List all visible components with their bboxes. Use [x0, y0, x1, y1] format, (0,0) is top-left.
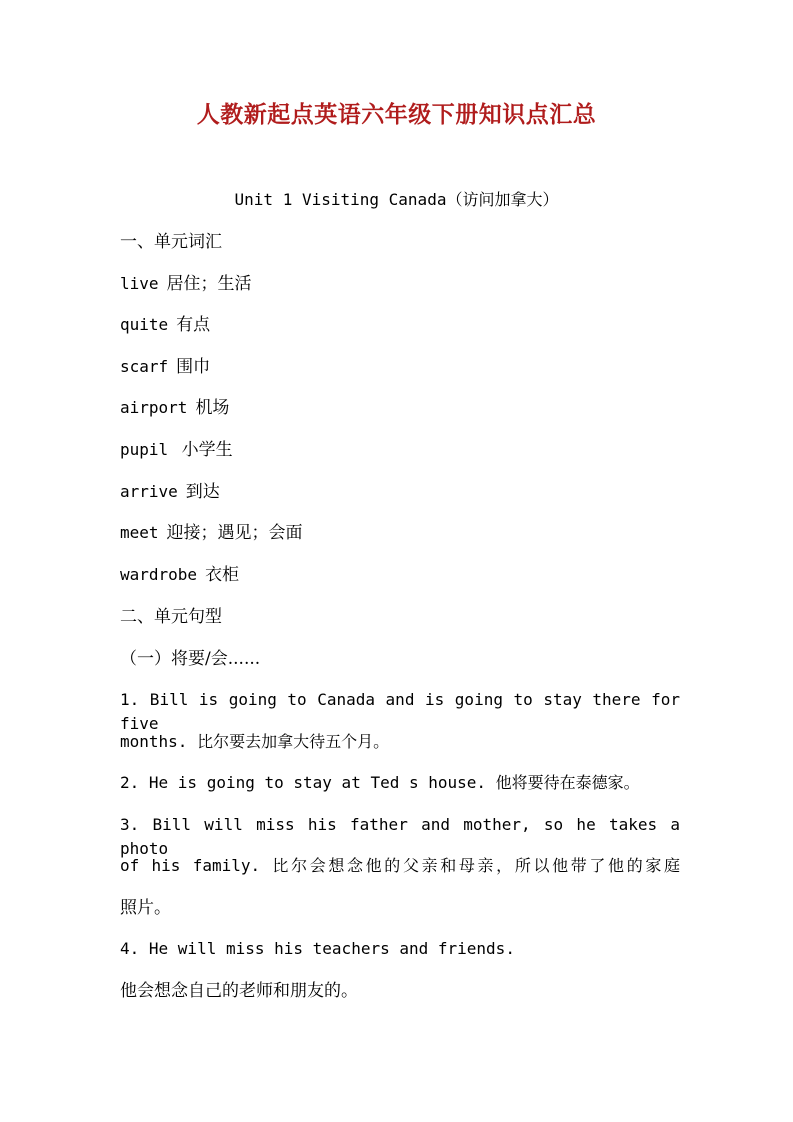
- vocab-meaning: 到达: [185, 482, 220, 502]
- sentence-line: 2. He is going to stay at Ted s house. 他将要待在泰德家。: [120, 773, 640, 792]
- vocab-item: [120, 396, 680, 420]
- sentence-line: of his family. 比尔会想念他的父亲和母亲，所以他带了他的家庭: [120, 856, 680, 875]
- sentence-line: months. 比尔要去加拿大待五个月。: [120, 732, 390, 751]
- sentence-line: 1. Bill is going to Canada and is going to stay there for five: [120, 690, 680, 733]
- vocab-item: [120, 438, 680, 462]
- sentence-line: 照片。: [120, 898, 171, 918]
- vocab-word: live: [120, 274, 159, 293]
- vocab-meaning: 机场: [195, 398, 230, 418]
- vocab-item: [120, 521, 680, 545]
- vocab-word: meet: [120, 523, 159, 542]
- vocab-meaning: 围巾: [176, 357, 211, 377]
- vocab-word: arrive: [120, 482, 178, 501]
- document-title: 人教新起点英语六年级下册知识点汇总: [196, 101, 597, 128]
- vocab-meaning: 小学生: [176, 440, 233, 460]
- sentence-line: 4. He will miss his teachers and friends.: [120, 939, 515, 958]
- unit-heading: Unit 1 Visiting Canada（访问加拿大）: [234, 190, 559, 209]
- vocab-item: [120, 480, 680, 504]
- section-heading-vocabulary: 一、单元词汇: [120, 232, 222, 252]
- vocab-item: [120, 272, 680, 296]
- section-heading-sentences: 二、单元句型: [120, 607, 222, 627]
- sentence-line: 他会想念自己的老师和朋友的。: [120, 981, 358, 1001]
- vocab-word: airport: [120, 398, 188, 417]
- sentence-line: 3. Bill will miss his father and mother, so he takes a photo: [120, 815, 680, 858]
- vocab-item: [120, 355, 680, 379]
- vocab-item: [120, 313, 680, 337]
- vocab-meaning: 衣柜: [205, 565, 240, 585]
- vocab-word: scarf: [120, 357, 169, 376]
- vocab-meaning: 居住；生活: [166, 274, 252, 294]
- subsection-heading: （一）将要/会......: [120, 649, 261, 669]
- vocab-meaning: 有点: [176, 315, 211, 335]
- vocab-word: quite: [120, 315, 169, 334]
- vocab-meaning: 迎接；遇见；会面: [166, 523, 303, 543]
- vocab-word: pupil: [120, 440, 169, 459]
- vocab-item: [120, 563, 680, 587]
- vocab-word: wardrobe: [120, 565, 198, 584]
